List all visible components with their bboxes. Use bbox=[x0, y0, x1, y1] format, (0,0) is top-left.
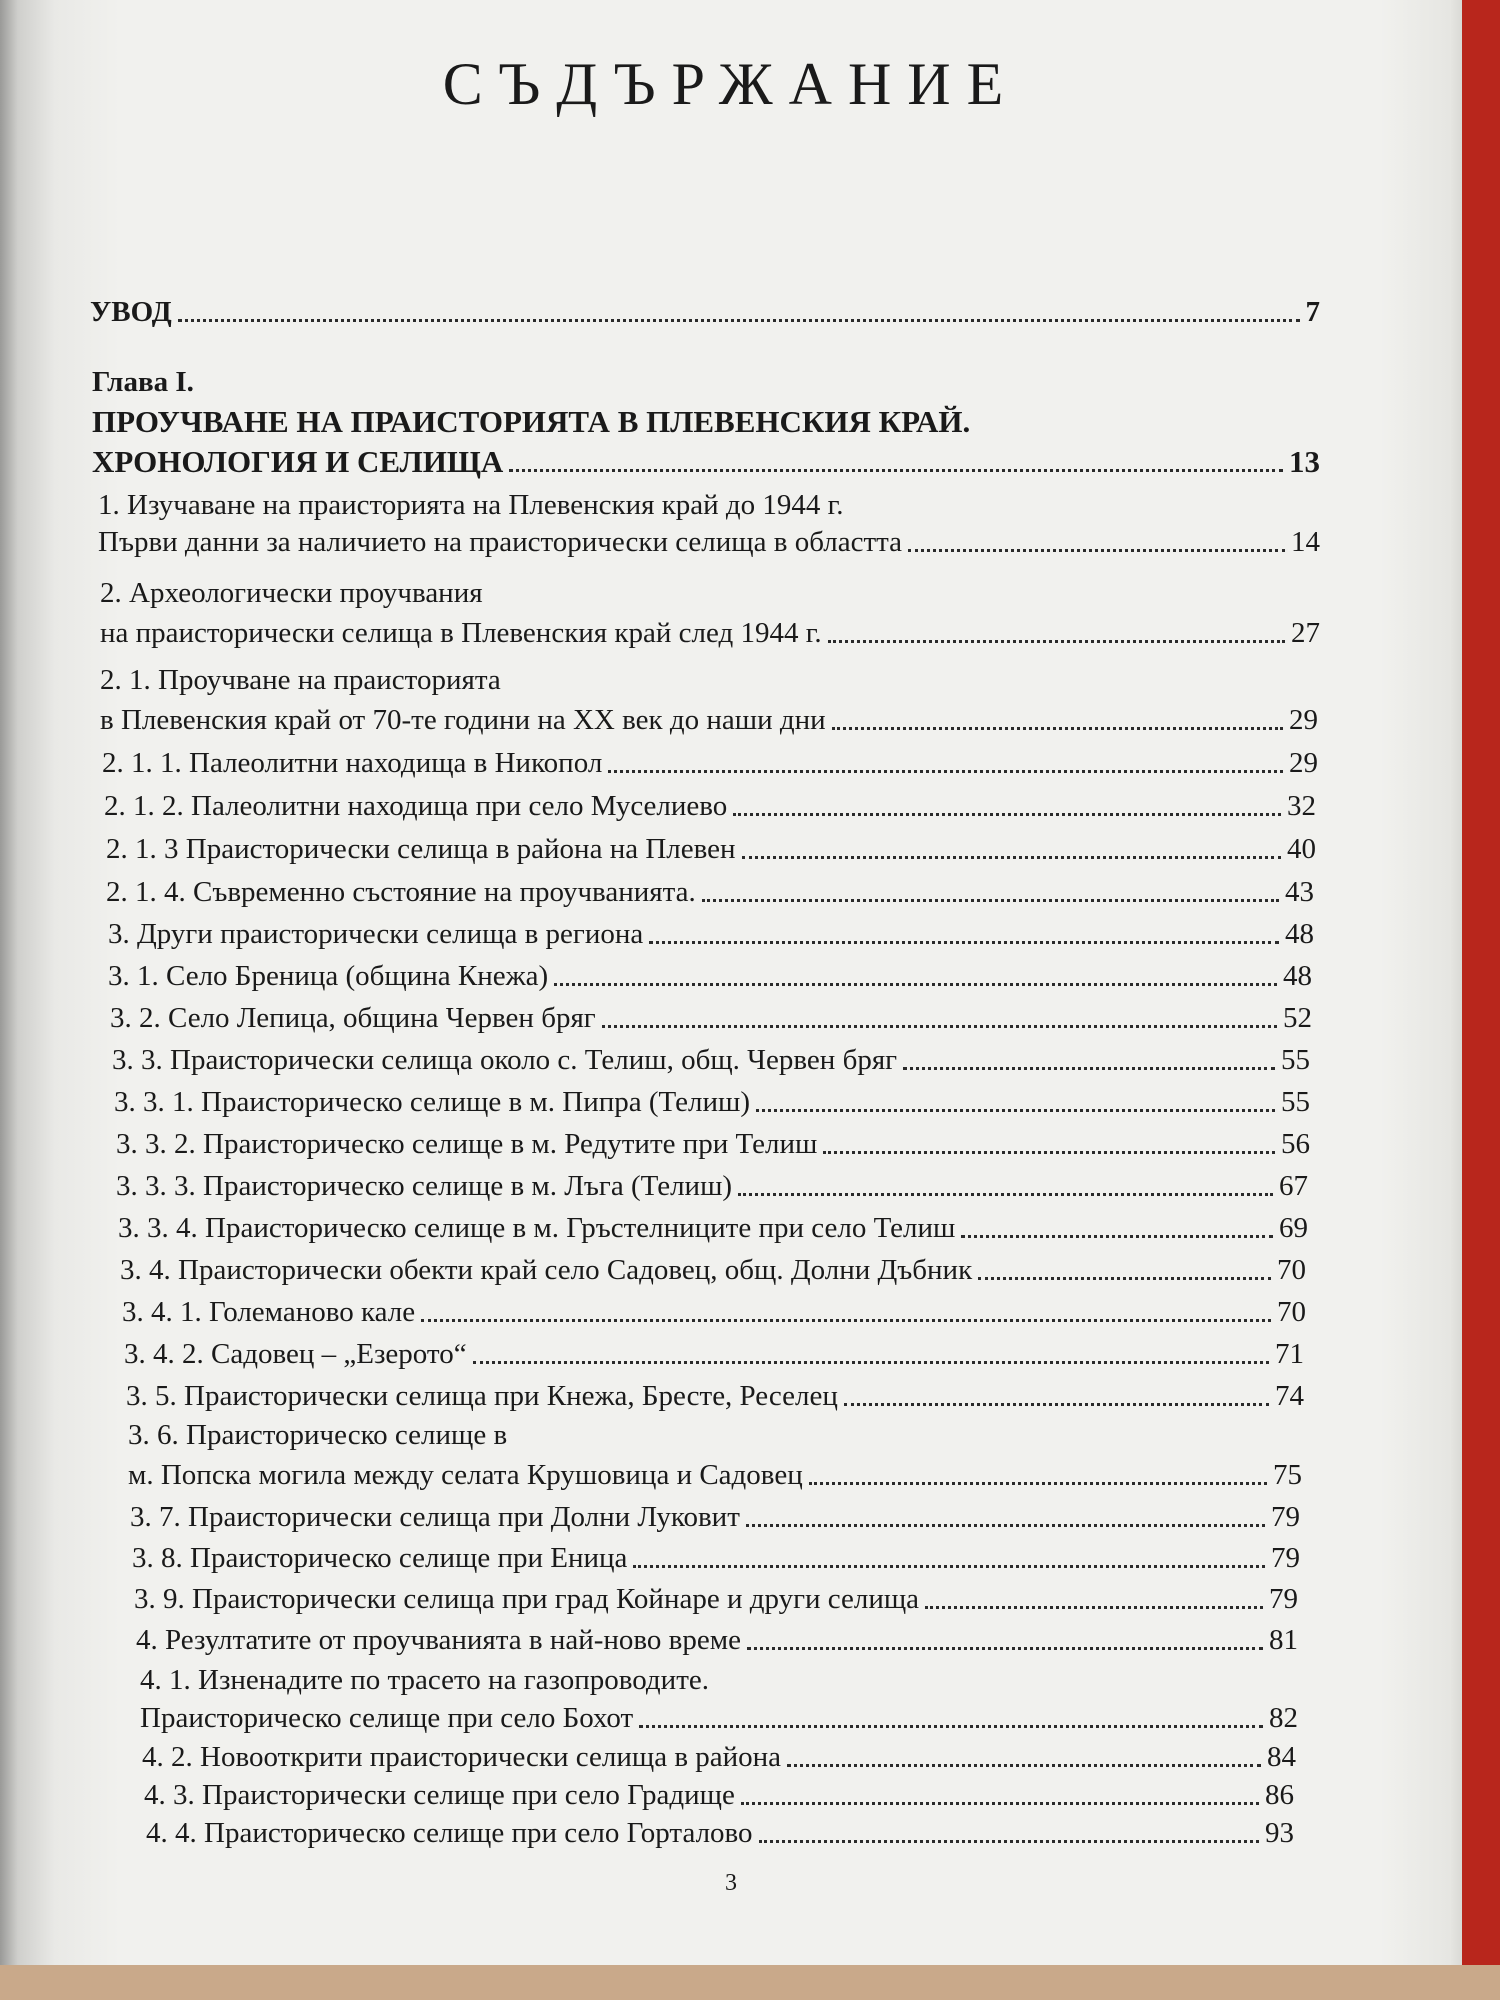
toc-entry[interactable] bbox=[146, 1813, 1294, 1853]
toc-entry-page: 81 bbox=[1269, 1624, 1298, 1656]
toc-entry-title: 3. 4. Праисторически обекти край село Садовец, общ. Долни Дъбник bbox=[120, 1254, 973, 1286]
toc-entry-title: 2. 1. 1. Палеолитни находища в Никопол bbox=[102, 747, 603, 779]
leader-dots bbox=[809, 1482, 1267, 1485]
page-number: 3 bbox=[725, 1870, 737, 1896]
toc-entry-page: 14 bbox=[1291, 526, 1320, 558]
leader-dots bbox=[633, 1565, 1265, 1568]
toc-entry[interactable] bbox=[130, 1497, 1300, 1537]
leader-dots bbox=[759, 1840, 1259, 1843]
toc-entry-page: 84 bbox=[1267, 1741, 1296, 1773]
toc-entry-chapter[interactable] bbox=[92, 442, 1320, 482]
leader-dots bbox=[741, 1802, 1259, 1805]
toc-entry-page: 93 bbox=[1265, 1817, 1294, 1849]
leader-dots bbox=[844, 1403, 1269, 1406]
leader-dots bbox=[178, 319, 1300, 322]
toc-entry-page: 71 bbox=[1275, 1338, 1304, 1370]
toc-entry[interactable] bbox=[116, 1124, 1310, 1164]
toc-entry-page: 79 bbox=[1271, 1501, 1300, 1533]
toc-entry-page: 67 bbox=[1279, 1170, 1308, 1202]
toc-entry-page: 7 bbox=[1305, 296, 1320, 328]
leader-dots bbox=[978, 1277, 1271, 1280]
leader-dots bbox=[554, 983, 1277, 986]
toc-entry-title: 3. 7. Праисторически селища при Долни Луковит bbox=[130, 1501, 740, 1533]
toc-entry[interactable] bbox=[114, 1082, 1310, 1122]
toc-entry-title: 3. 3. Праисторически селища около с. Телиш, общ. Червен бряг bbox=[112, 1044, 898, 1076]
toc-entry-page: 29 bbox=[1289, 747, 1318, 779]
toc-entry-page: 86 bbox=[1265, 1779, 1294, 1811]
toc-entry[interactable] bbox=[122, 1292, 1306, 1332]
toc-entry-title: 3. 3. 1. Праисторическо селище в м. Пипра (Телиш) bbox=[114, 1086, 750, 1118]
toc-entry[interactable] bbox=[110, 998, 1312, 1038]
leader-dots bbox=[702, 899, 1279, 902]
leader-dots bbox=[925, 1606, 1263, 1609]
toc-entry-page: 32 bbox=[1287, 790, 1316, 822]
leader-dots bbox=[903, 1067, 1275, 1070]
toc-entry-title: 3. 4. 2. Садовец – „Езерото“ bbox=[124, 1338, 467, 1370]
toc-entry[interactable] bbox=[98, 522, 1320, 562]
leader-dots bbox=[756, 1109, 1275, 1112]
toc-entry[interactable] bbox=[142, 1737, 1296, 1777]
toc-entry-page: 55 bbox=[1281, 1086, 1310, 1118]
leader-dots bbox=[602, 1025, 1277, 1028]
toc-entry[interactable] bbox=[140, 1698, 1298, 1738]
toc-entry-preline: 3. 6. Праисторическо селище в bbox=[128, 1419, 508, 1451]
toc-entry-page: 79 bbox=[1269, 1583, 1298, 1615]
toc-entry-page: 69 bbox=[1279, 1212, 1308, 1244]
toc-entry-page: 79 bbox=[1271, 1542, 1300, 1574]
toc-entry-title: 3. 3. 4. Праисторическо селище в м. Гръстелниците при село Телиш bbox=[118, 1212, 956, 1244]
leader-dots bbox=[509, 469, 1283, 472]
leader-dots bbox=[733, 813, 1281, 816]
leader-dots bbox=[961, 1235, 1273, 1238]
toc-entry-page: 70 bbox=[1277, 1296, 1306, 1328]
toc-entry-title: 3. 2. Село Лепица, община Червен бряг bbox=[110, 1002, 596, 1034]
leader-dots bbox=[746, 1524, 1265, 1527]
toc-entry-title: 3. 4. 1. Големаново кале bbox=[122, 1296, 416, 1328]
toc-entry-title: Праисторическо селище при село Бохот bbox=[140, 1702, 634, 1734]
toc-entry-title: 4. 3. Праисторически селище при село Градище bbox=[144, 1779, 735, 1811]
toc-entry-page: 48 bbox=[1283, 960, 1312, 992]
toc-entry-page: 29 bbox=[1289, 704, 1318, 736]
toc-entry[interactable] bbox=[100, 613, 1320, 653]
toc-entry[interactable] bbox=[108, 956, 1312, 996]
leader-dots bbox=[421, 1319, 1271, 1322]
toc-entry-page: 52 bbox=[1283, 1002, 1312, 1034]
leader-dots bbox=[473, 1361, 1269, 1364]
toc-entry-page: 55 bbox=[1281, 1044, 1310, 1076]
toc-entry-title: 3. Други праисторически селища в региона bbox=[108, 918, 644, 950]
toc-entry-title: 2. 1. 4. Съвременно състояние на проучванията. bbox=[106, 876, 696, 908]
toc-entry[interactable] bbox=[126, 1376, 1304, 1416]
chapter-label: Глава I. bbox=[92, 366, 194, 398]
toc-entry[interactable] bbox=[106, 872, 1314, 912]
toc-entry-page: 75 bbox=[1273, 1459, 1302, 1491]
leader-dots bbox=[787, 1764, 1261, 1767]
leader-dots bbox=[823, 1151, 1275, 1154]
toc-entry[interactable] bbox=[108, 914, 1314, 954]
toc-entry-title: ХРОНОЛОГИЯ И СЕЛИЩА bbox=[92, 444, 504, 479]
toc-entry-page: 82 bbox=[1269, 1702, 1298, 1734]
toc-entry-title: 3. 9. Праисторически селища при град Койнаре и други селища bbox=[134, 1583, 920, 1615]
toc-entry[interactable] bbox=[136, 1620, 1298, 1660]
toc-entry-page: 27 bbox=[1291, 617, 1320, 649]
toc-entry-title: 2. 1. 2. Палеолитни находища при село Муселиево bbox=[104, 790, 728, 822]
toc-entry[interactable] bbox=[102, 743, 1318, 783]
toc-entry-title: 3. 1. Село Бреница (община Кнежа) bbox=[108, 960, 549, 992]
leader-dots bbox=[639, 1725, 1263, 1728]
page-title: СЪДЪРЖАНИЕ bbox=[442, 51, 1020, 117]
leader-dots bbox=[832, 727, 1283, 730]
chapter-heading: ПРОУЧВАНЕ НА ПРАИСТОРИЯТА В ПЛЕВЕНСКИЯ КРАЙ. bbox=[92, 404, 971, 439]
toc-entry-preline: 1. Изучаване на праисторията на Плевенския край до 1944 г. bbox=[98, 489, 844, 521]
toc-entry-title: 4. 4. Праисторическо селище при село Горталово bbox=[146, 1817, 753, 1849]
toc-entry-page: 48 bbox=[1285, 918, 1314, 950]
toc-entry-intro[interactable] bbox=[90, 292, 1320, 332]
leader-dots bbox=[738, 1193, 1273, 1196]
leader-dots bbox=[649, 941, 1279, 944]
toc-entry-title: УВОД bbox=[90, 296, 172, 328]
toc-entry-title: 3. 8. Праисторическо селище при Еница bbox=[132, 1542, 628, 1574]
toc-entry-preline: 2. 1. Проучване на праисторията bbox=[100, 664, 501, 696]
toc-entry-title: на праисторически селища в Плевенския край след 1944 г. bbox=[100, 617, 822, 649]
toc-entry-page: 56 bbox=[1281, 1128, 1310, 1160]
toc-entry-preline: 4. 1. Изненадите по трасето на газопроводите. bbox=[140, 1664, 709, 1696]
leader-dots bbox=[828, 640, 1285, 643]
toc-entry-title: 2. 1. 3 Праисторически селища в района на Плевен bbox=[106, 833, 736, 865]
leader-dots bbox=[747, 1647, 1263, 1650]
toc-entry-page: 74 bbox=[1275, 1380, 1304, 1412]
leader-dots bbox=[608, 770, 1283, 773]
toc-entry[interactable] bbox=[100, 700, 1318, 740]
toc-entry[interactable] bbox=[134, 1579, 1298, 1619]
toc-entry[interactable] bbox=[124, 1334, 1304, 1374]
leader-dots bbox=[742, 856, 1281, 859]
toc-entry-title: м. Попска могила между селата Крушовица и Садовец bbox=[128, 1459, 803, 1491]
toc-entry-page: 40 bbox=[1287, 833, 1316, 865]
toc-entry[interactable] bbox=[106, 829, 1316, 869]
toc-entry-title: 4. Резултатите от проучванията в най-ново време bbox=[136, 1624, 741, 1656]
toc-entry[interactable] bbox=[120, 1250, 1306, 1290]
toc-entry-title: 3. 3. 2. Праисторическо селище в м. Редутите при Телиш bbox=[116, 1128, 818, 1160]
toc-entry[interactable] bbox=[112, 1040, 1310, 1080]
toc-entry-title: 3. 3. 3. Праисторическо селище в м. Лъга (Телиш) bbox=[116, 1170, 733, 1202]
toc-entry-page: 43 bbox=[1285, 876, 1314, 908]
toc-entry[interactable] bbox=[132, 1538, 1300, 1578]
leader-dots bbox=[908, 549, 1285, 552]
toc-entry-title: 3. 5. Праисторически селища при Кнежа, Бресте, Реселец bbox=[126, 1380, 838, 1412]
toc-entry[interactable] bbox=[104, 786, 1316, 826]
toc-entry[interactable] bbox=[128, 1455, 1302, 1495]
toc-entry-title: 4. 2. Новооткрити праисторически селища в района bbox=[142, 1741, 782, 1773]
toc-entry-title: в Плевенския край от 70-те години на XX век до наши дни bbox=[100, 704, 826, 736]
toc-entry[interactable] bbox=[116, 1166, 1308, 1206]
toc-entry[interactable] bbox=[118, 1208, 1308, 1248]
toc-entry[interactable] bbox=[144, 1775, 1294, 1815]
toc-entry-page: 13 bbox=[1289, 444, 1320, 479]
toc-entry-page: 70 bbox=[1277, 1254, 1306, 1286]
toc-entry-preline: 2. Археологически проучвания bbox=[100, 577, 483, 609]
toc-entry-title: Първи данни за наличието на праисторически селища в областта bbox=[98, 526, 903, 558]
